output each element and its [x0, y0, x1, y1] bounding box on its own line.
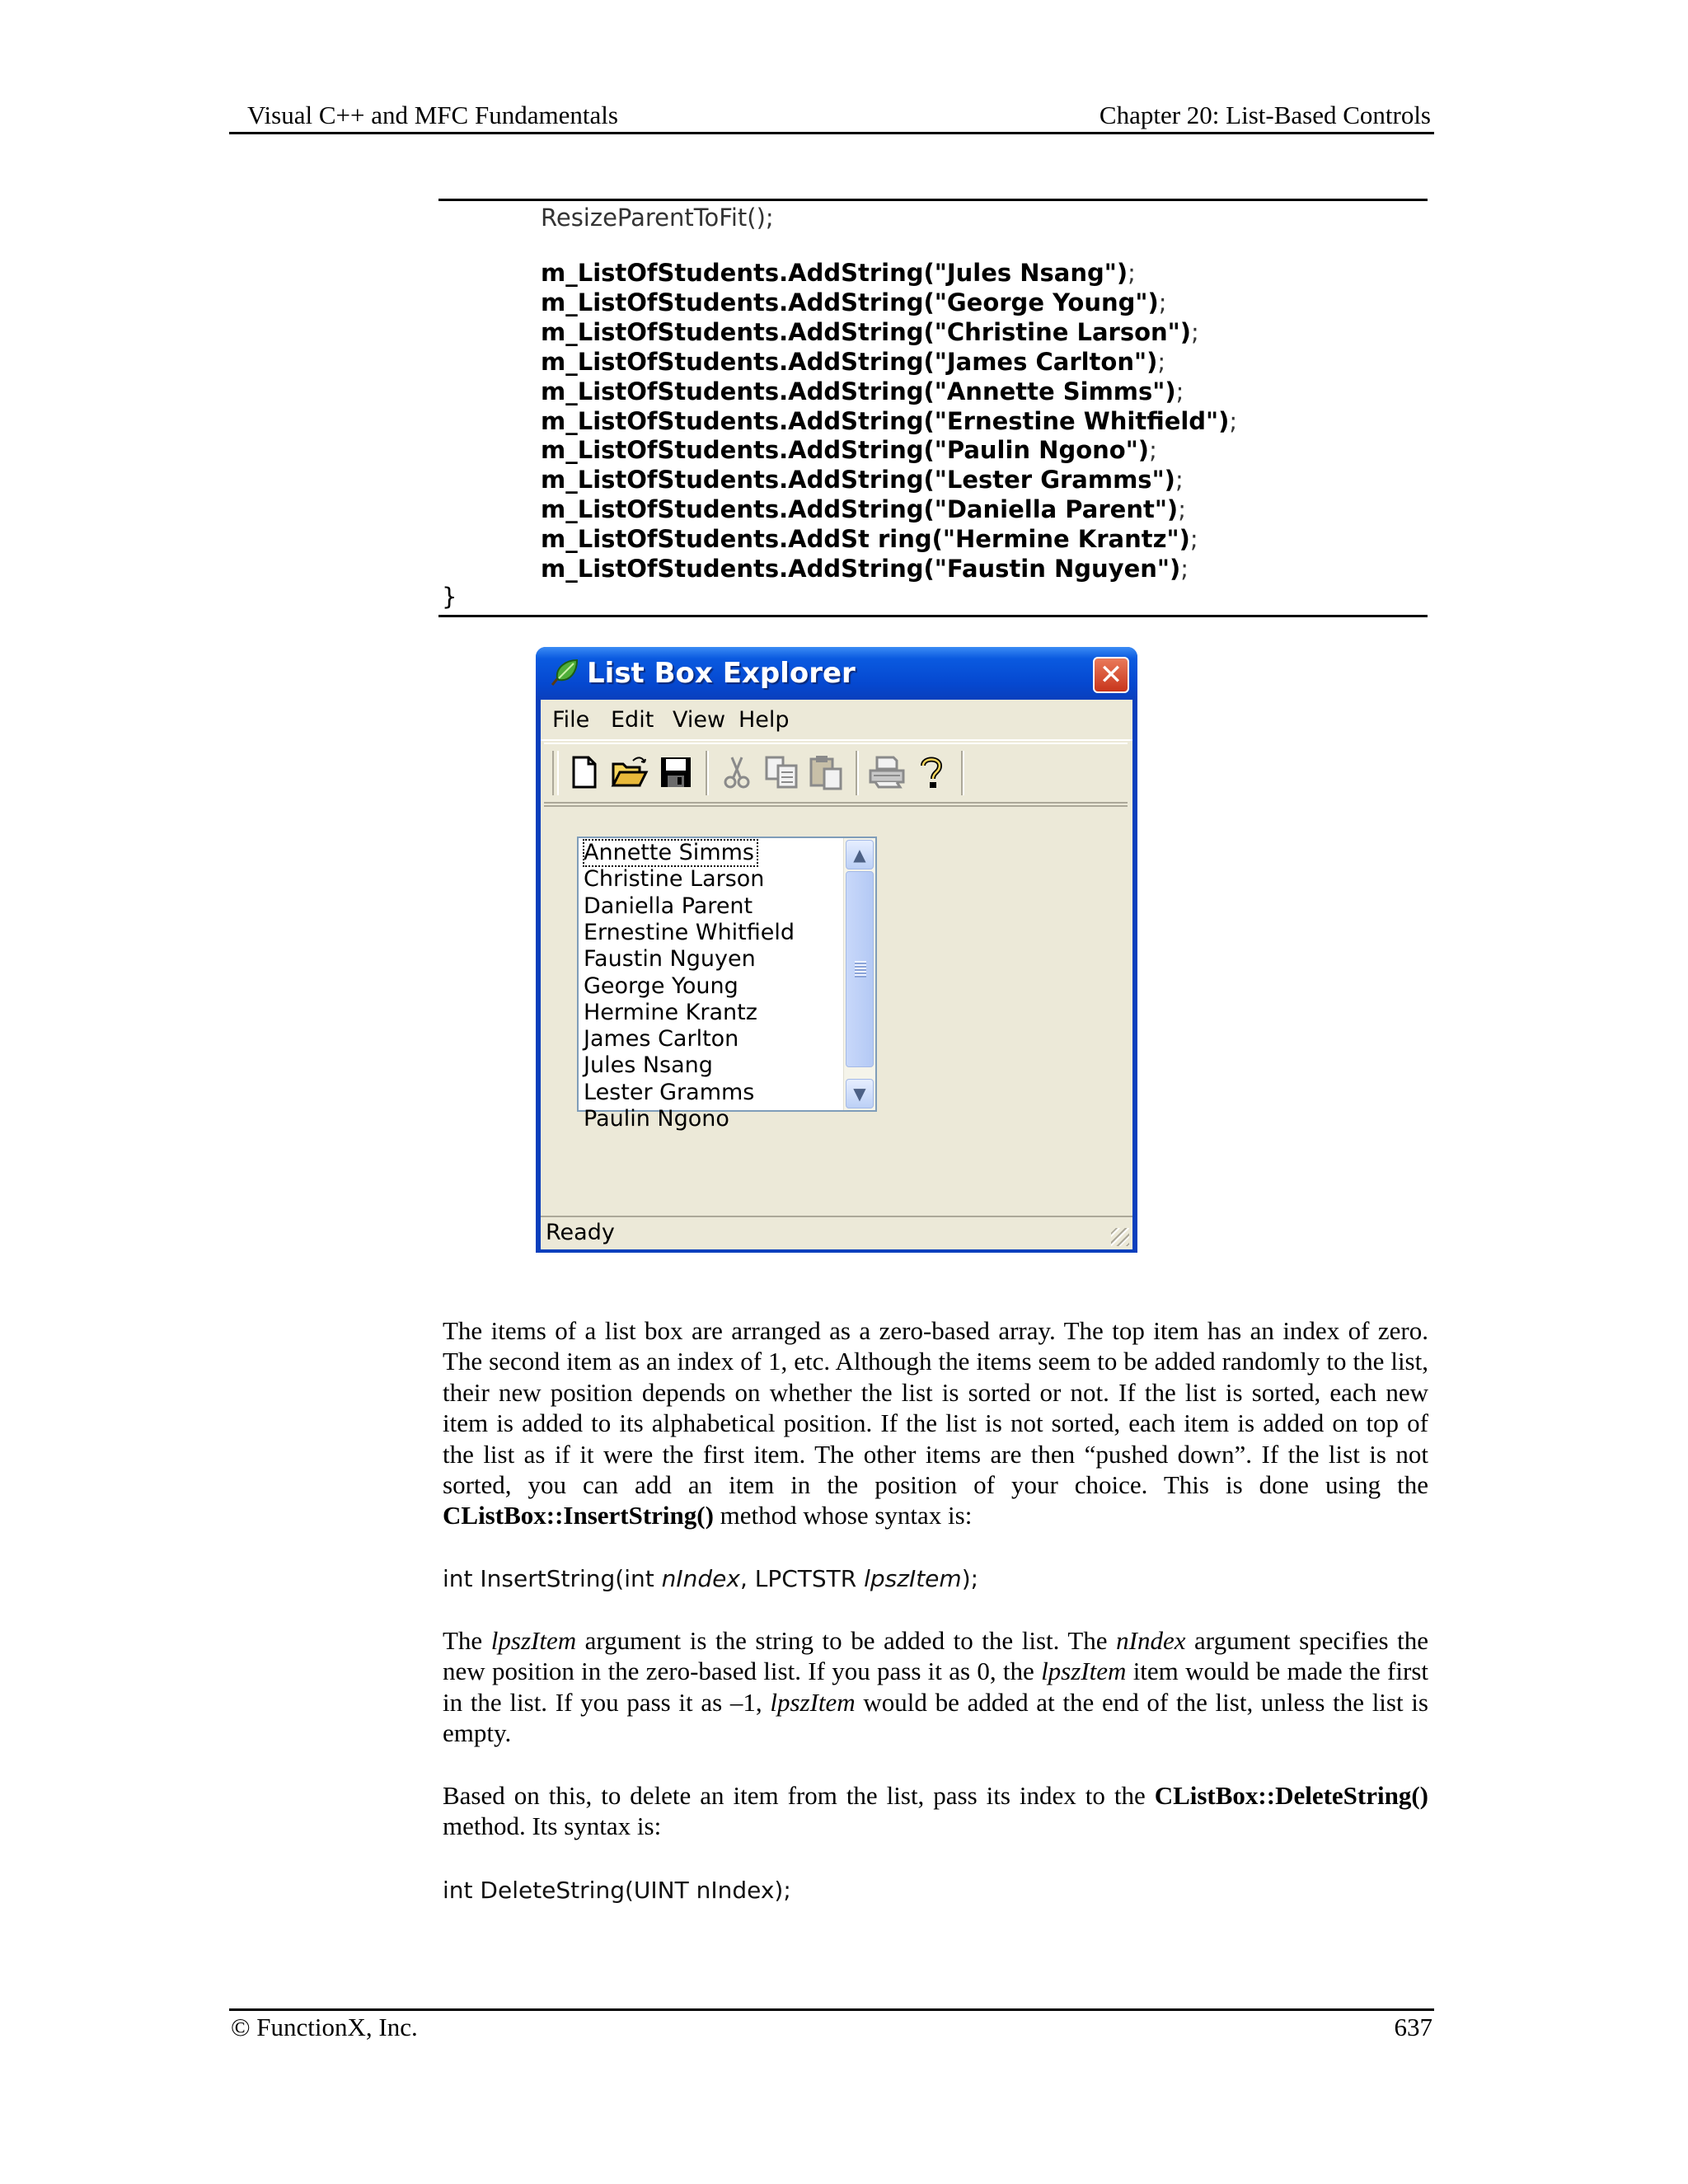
list-item[interactable]: Lester Gramms	[584, 1079, 755, 1105]
menu-view[interactable]: View	[673, 707, 726, 733]
new-document-icon[interactable]	[564, 752, 603, 792]
toolbar-separator	[706, 751, 709, 795]
window-title: List Box Explorer	[587, 657, 856, 690]
running-header-chapter: Chapter 20: List-Based Controls	[1099, 101, 1431, 129]
app-leaf-icon	[549, 657, 580, 688]
list-item[interactable]: Jules Nsang	[584, 1052, 713, 1079]
list-item[interactable]: Faustin Nguyen	[584, 946, 756, 972]
page-number: 637	[1394, 2013, 1432, 2041]
resize-grip-icon[interactable]	[1111, 1228, 1129, 1246]
list-item[interactable]: Annette Simms	[584, 840, 757, 866]
scroll-thumb-grip-icon	[855, 961, 866, 977]
insertstring-syntax: int InsertString(int nIndex, LPCTSTR lpszItem);	[443, 1565, 979, 1592]
code-addstring-line: m_ListOfStudents.AddString("Faustin Nguyen");	[541, 555, 1189, 583]
code-addstring-line: m_ListOfStudents.AddString("Lester Gramms");	[541, 466, 1184, 494]
status-bar	[541, 1216, 1132, 1249]
menu-help[interactable]: Help	[738, 707, 790, 733]
list-item[interactable]: Hermine Krantz	[584, 999, 757, 1025]
paragraph-lpszitem: The lpszItem argument is the string to be added to the list. The nIndex argument specifies the new position in the zero-based list. If you pass it as 0, the lpszItem item would be made the first in the list. If you pass it as –1, lpszItem would be added at the end of the list, unless the list is empty.	[443, 1626, 1428, 1748]
list-box-explorer-window	[536, 647, 1137, 1253]
cut-scissors-icon[interactable]	[717, 752, 757, 792]
list-item[interactable]: James Carlton	[584, 1026, 739, 1052]
students-list-box[interactable]	[577, 837, 877, 1132]
code-addstring-line: m_ListOfStudents.AddString("Paulin Ngono");	[541, 436, 1157, 465]
list-item[interactable]: Paulin Ngono	[584, 1106, 729, 1132]
open-folder-icon[interactable]	[610, 752, 649, 792]
toolbar-grip[interactable]	[552, 751, 559, 795]
code-addstring-line: m_ListOfStudents.AddString("Jules Nsang");	[541, 259, 1136, 287]
deletestring-syntax: int DeleteString(UINT nIndex);	[443, 1877, 791, 1904]
toolbar-separator	[961, 751, 964, 795]
view-area	[544, 805, 1128, 1211]
paste-icon[interactable]	[806, 752, 846, 792]
list-item[interactable]: Christine Larson	[584, 866, 765, 893]
menu-edit[interactable]: Edit	[611, 707, 654, 733]
list-item[interactable]: George Young	[584, 972, 738, 999]
menu-file[interactable]: File	[552, 707, 590, 733]
running-header-title: Visual C++ and MFC Fundamentals	[247, 101, 618, 129]
code-closing-brace: }	[442, 583, 457, 611]
window-client-area	[541, 700, 1132, 1248]
print-icon[interactable]	[867, 752, 907, 792]
paragraph-zero-based: The items of a list box are arranged as a zero-based array. The top item has an index of zero. The second item as an index of 1, etc. Although the items seem to be added randomly to the list, their new position depends on whether the list is sorted or not. If the list is sorted, each new item is added to its alphabetical position. If the list is not sorted, each item is added on top of the list as if it were the first item. The other items are then “pushed down”. If the list is not sorted, you can add an item in the position of your choice. This is done using the CListBox::InsertString() method whose syntax is:	[443, 1316, 1428, 1530]
code-top-rule	[438, 199, 1428, 201]
footer-rule	[229, 2008, 1434, 2011]
status-text: Ready	[546, 1220, 615, 1245]
scroll-thumb[interactable]	[846, 871, 874, 1067]
toolbar	[544, 743, 1128, 804]
list-scrollbar[interactable]	[843, 838, 875, 1110]
help-question-icon[interactable]	[912, 752, 951, 792]
code-addstring-line: m_ListOfStudents.AddString("Daniella Parent");	[541, 495, 1186, 524]
footer-copyright: © FunctionX, Inc.	[231, 2013, 418, 2041]
scroll-down-button[interactable]: ▼	[846, 1079, 874, 1108]
menu-bar	[541, 700, 1132, 741]
code-bottom-rule	[438, 615, 1428, 617]
code-resize-line: ResizeParentToFit();	[541, 204, 774, 232]
code-addstring-line: m_ListOfStudents.AddString("George Young");	[541, 288, 1167, 316]
title-bar[interactable]	[536, 647, 1137, 700]
copy-icon[interactable]	[762, 752, 801, 792]
list-item[interactable]: Ernestine Whitfield	[584, 919, 795, 945]
scroll-up-button[interactable]: ▲	[846, 840, 874, 869]
code-addstring-line: m_ListOfStudents.AddString("James Carlton");	[541, 347, 1166, 376]
save-disk-icon[interactable]	[656, 752, 696, 792]
list-item[interactable]: Daniella Parent	[584, 893, 753, 919]
paragraph-deletestring: Based on this, to delete an item from the list, pass its index to the CListBox::DeleteString() method. Its syntax is:	[443, 1781, 1428, 1841]
code-addstring-line: m_ListOfStudents.AddString("Christine Larson");	[541, 317, 1199, 346]
code-addstring-line: m_ListOfStudents.AddString("Annette Simms");	[541, 377, 1184, 405]
code-addstring-line: m_ListOfStudents.AddString("Ernestine Whitfield");	[541, 406, 1238, 435]
header-rule	[229, 132, 1434, 134]
close-button[interactable]: ✕	[1093, 657, 1129, 693]
toolbar-separator	[856, 751, 859, 795]
code-addstring-line: m_ListOfStudents.AddSt ring("Hermine Krantz");	[541, 525, 1198, 554]
